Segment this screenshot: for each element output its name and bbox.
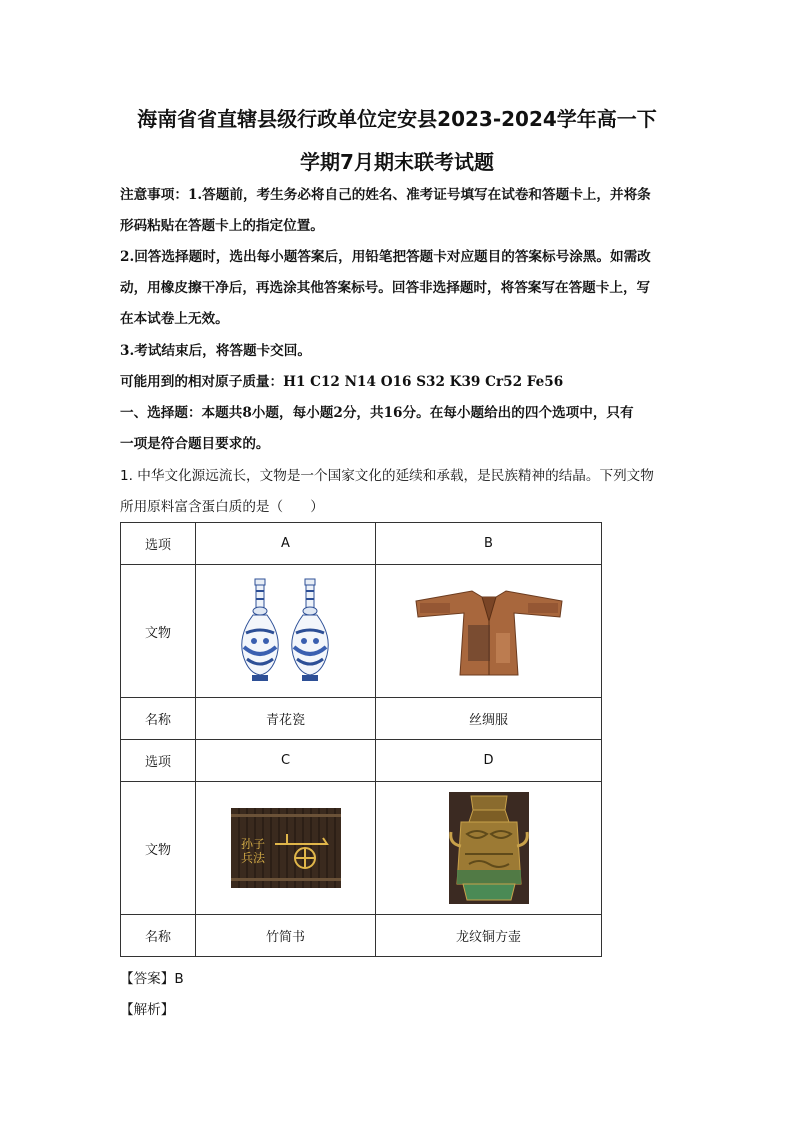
label-name: 名称 (121, 698, 196, 740)
option-a: A (196, 523, 376, 565)
title-line-2: 学期7月期末联考试题 (300, 150, 494, 174)
table-row (121, 915, 602, 957)
notice-2b: 动，用橡皮擦干净后，再选涂其他答案标号。回答非选择题时，将答案写在答题卡上，写 (120, 280, 651, 296)
relic-a-cell (196, 565, 376, 698)
section-heading-a: 一、选择题：本题共8小题，每小题2分，共16分。在每小题给出的四个选项中，只有 (120, 405, 634, 421)
table-row (121, 523, 602, 565)
relic-b-cell (376, 565, 602, 698)
bamboo-inscription: 孙子兵法 (240, 837, 265, 865)
question-1-a: 1. 中华文化源远流长，文物是一个国家文化的延续和承载，是民族精神的结晶。下列文物 (120, 468, 654, 484)
notice-2a: 2.回答选择题时，选出每小题答案后，用铅笔把答题卡对应题目的答案标号涂黑。如需改 (120, 249, 651, 265)
label-option: 选项 (121, 523, 196, 565)
relic-c-cell (196, 782, 376, 915)
answer: 【答案】B (120, 971, 184, 987)
table-row (121, 565, 602, 698)
options-table (120, 522, 602, 957)
table-row (121, 698, 602, 740)
label-option-2: 选项 (121, 740, 196, 782)
silk-garment-image (414, 581, 564, 681)
notice-3: 3.考试结束后，将答题卡交回。 (120, 343, 311, 359)
porcelain-vases-image (238, 575, 334, 687)
name-d: 龙纹铜方壶 (376, 915, 602, 957)
label-name-2: 名称 (121, 915, 196, 957)
notice-1b: 形码粘贴在答题卡上的指定位置。 (120, 218, 324, 234)
name-b: 丝绸服 (376, 698, 602, 740)
relic-d-cell (376, 782, 602, 915)
name-c: 竹简书 (196, 915, 376, 957)
name-a: 青花瓷 (196, 698, 376, 740)
vase-left (241, 579, 278, 681)
table-row (121, 740, 602, 782)
option-c: C (196, 740, 376, 782)
option-d: D (376, 740, 602, 782)
bamboo-slips-image (231, 808, 341, 888)
vase-right (291, 579, 328, 681)
label-relic-2: 文物 (121, 782, 196, 915)
option-b: B (376, 523, 602, 565)
label-relic: 文物 (121, 565, 196, 698)
section-heading-b: 一项是符合题目要求的。 (120, 436, 270, 452)
table-row (121, 782, 602, 915)
title-line-1: 海南省省直辖县级行政单位定安县2023-2024学年高一下 (137, 107, 657, 131)
bronze-pot-image (449, 792, 529, 904)
atomic-mass: 可能用到的相对原子质量：H1 C12 N14 O16 S32 K39 Cr52 Fe56 (120, 374, 564, 390)
notice-2c: 在本试卷上无效。 (120, 311, 229, 327)
notice-1a: 注意事项：1.答题前，考生务必将自己的姓名、准考证号填写在试卷和答题卡上，并将条 (120, 187, 651, 203)
question-1-b: 所用原料富含蛋白质的是（ ） (120, 499, 324, 515)
analysis-heading: 【解析】 (120, 1002, 175, 1018)
